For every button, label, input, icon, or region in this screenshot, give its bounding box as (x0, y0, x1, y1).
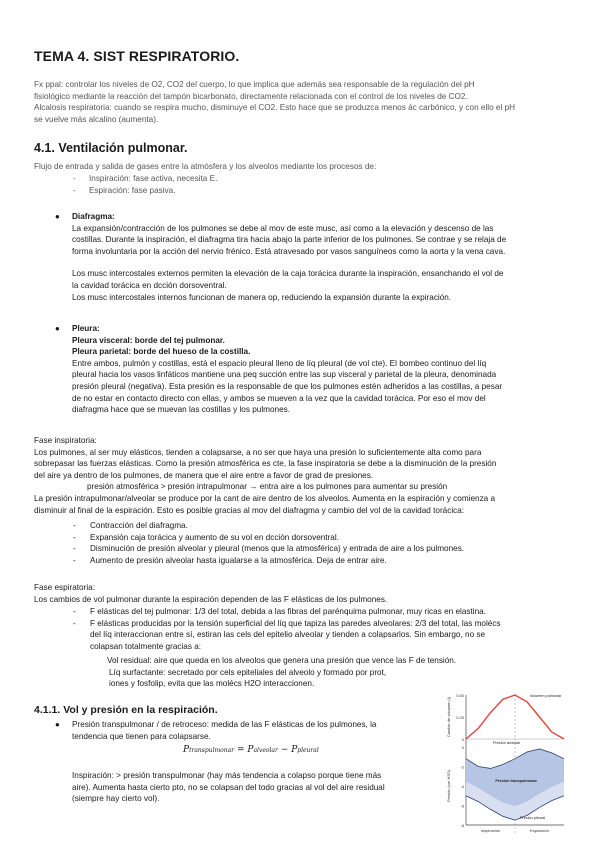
flujo-text: Flujo de entrada y salida de gases entre la atmósfera y los alveolos mediante los procesos de: (34, 162, 377, 171)
annotation-label: Presión transpulmonar (495, 779, 537, 783)
insp-line: aire). Aumenta hasta cierto pto, no se colapsan del todo gracias al vol del aire residual (72, 782, 385, 792)
list-item: - Inspiración: fase activa, necesita E. (73, 174, 218, 183)
page-title: TEMA 4. SIST RESPIRATORIO. (34, 48, 240, 64)
fase-insp-line: sobrepasar las fuerzas elásticas. Como la presión atmosférica es cte, la fase inspiratoria se debe a la disminución de la presión (34, 459, 497, 469)
surfactante-line: Líq surfactante: secretado por cels epiteliales del alveolo y formado por prot, (109, 667, 387, 677)
annotation-label: Presión alveolar (492, 741, 521, 745)
list-item-cont: colapsan totalmente gracias a: (90, 641, 202, 651)
diafragma-block (55, 211, 567, 303)
diafragma-line: forma involuntaria por la acción del nervio frénico. Está atravesado por vasos sanguíneos como la aorta y la vena cava. (72, 246, 506, 256)
bullet-icon: ● (55, 212, 60, 221)
transpulmonar-formula: Ptranspulmonar = Palveolar − Ppleural (183, 745, 319, 755)
y-tick-label: -4 (460, 784, 464, 789)
transpulmonar-block (55, 719, 442, 742)
fase-esp-title: Fase espiratoria: (34, 583, 95, 592)
insp-line: Inspiración: > presión transpulmonar (hay más tendencia a colapso porque tiene más (72, 771, 382, 780)
flujo-block (34, 161, 568, 173)
y-tick-label: -2 (460, 764, 464, 770)
intro-line: Fx ppal: controlar los niveles de O2, CO2 del cuerpo, lo que implica que además sea responsable de la regulación del pH (34, 80, 475, 89)
fase-insp-list (73, 520, 560, 566)
fase-insp-line: presión atmosférica > presión intrapulmonar → entra aire a los pulmones para aumentar su presión (87, 482, 448, 492)
annotation-label: Presión pleural (519, 816, 546, 820)
fase-esp-intro: Los cambios de vol pulmonar durante la espiración dependen de las F elásticas de los pulmones. (34, 594, 388, 604)
pleura-line: pleural hacia los vasos linfáticos mantiene una peq succión entre las sup visceral y parietal de la pleura, denominada (72, 370, 497, 380)
y-tick-label: 0.25 (456, 715, 464, 720)
list-item: - Aumento de presión alveolar hasta igualarse a la atmosférica. Deja de entrar aire. (73, 555, 387, 565)
list-item: - Contracción del diafragma. (73, 521, 188, 530)
transpulm-line: tendencia que tienen para colapsarse. (72, 731, 211, 741)
colapso-block (107, 655, 457, 690)
list-item-cont: del líq interaccionan entre sí, estiran las cels del epitelio alveolar y tienden a colapsarlos. Sin embargo, no se (90, 630, 486, 640)
procesos-list (73, 173, 559, 196)
fase-esp-list (73, 606, 566, 652)
fase-inspiratoria-block (34, 435, 568, 516)
fase-espiratoria-block (34, 582, 568, 605)
section-heading-4-1: 4.1. Ventilación pulmonar. (34, 141, 188, 155)
list-item: - F elásticas producidas por la tensión superficial del líq que tapiza las paredes alveolares: 2/3 del total, las molécs (73, 618, 501, 628)
section-heading-4-1-1: 4.1.1. Vol y presión en la respiración. (34, 704, 218, 716)
surfactante-line: iones y fosfolip, evita que las molécs H2O interaccionen. (109, 679, 315, 689)
pleura-line: diafragma hace que se muevan las costillas y los pulmones. (72, 405, 290, 415)
intercostales-line: la cavidad torácica en dcción dorsoventral. (72, 280, 227, 290)
pleura-line: de no estar en contacto directo con ellas, y ambos se mueven a la vez que la cavidad torácica. Por eso el mov del (72, 393, 486, 403)
y-tick-label: 0 (461, 745, 464, 750)
intro-line: Alcalosis respiratoria: cuando se respira mucho, disminuye el CO2. Esto hace que se produzca menos ác carbónico, y con ello el pH (34, 103, 516, 113)
fase-insp-line: La presión intrapulmonar/alveolar se produce por la cant de aire dentro de los alveolos. Aumenta en la espiración y comienza a (34, 493, 496, 503)
diafragma-line: La expansión/contracción de los pulmones se debe al mov de este musc, así como a la elevación y descenso de las (72, 223, 494, 233)
y-tick-label: -8 (460, 823, 464, 828)
diafragma-line: costillas. Durante la inspiración, el diafragma tira hacia abajo la parte inferior de los pulmones. Se contrae y se relaja de (72, 235, 507, 245)
y-tick-label: 0.50 (456, 693, 464, 698)
list-item: - Disminución de presión alveolar y pleural (menos que la atmosférica) y entrada de aire a los pulmones. (73, 544, 465, 554)
pleura-parietal: Pleura parietal: borde del hueso de la costilla. (72, 347, 251, 357)
pleura-title: ● Pleura: (55, 324, 100, 333)
intercostales-line: Los musc intercostales externos permiten la elevación de la caja torácica durante la inspiración, ensanchando el vol de (72, 269, 504, 279)
pleura-line: presión pleural (negativa). Esta presión es la responsable de que los pulmones estén adheridos a las costillas, a pesar (72, 381, 503, 391)
list-item: - Espiración: fase pasiva. (73, 185, 176, 195)
y-label-bottom: Presión (cm H2O) (446, 769, 451, 803)
x-section-label: Inspiración (480, 828, 501, 833)
list-item: - Expansión caja torácica y aumento de su vol en dcción dorsoventral. (73, 532, 339, 542)
fase-insp-line: disminuir al final de la espiración. Esto es posible gracias al mov del diafragma y cambio del vol de la cavidad torácica: (34, 505, 465, 515)
fase-insp-title: Fase inspiratoria: (34, 436, 97, 445)
intro-line: se vuelve más alcalino (aumenta). (34, 114, 159, 124)
bullet-icon: ● (55, 720, 60, 729)
fase-insp-line: del aire ya dentro de los pulmones, de manera que el aire entre a favor de grad de presiones. (34, 470, 374, 480)
transpulm-line: ● Presión transpulmonar / de retroceso: medida de las F elásticas de los pulmones, la (55, 720, 377, 729)
list-item: - F elásticas del tej pulmonar: 1/3 del total, debida a las fibras del parénquima pulmonar, muy ricas en elastina. (73, 607, 486, 616)
respiration-chart (444, 687, 568, 839)
x-section-label: Espiración (530, 828, 549, 833)
inspiracion-block (72, 770, 442, 805)
intro-block (34, 79, 568, 125)
intro-line: fisiológico mediante la reacción del tampón bicarbonato, directamente relacionada con el control de los niveles de CO2. (34, 91, 468, 101)
annotation-label: Volumen pulmonar (529, 694, 562, 698)
bullet-icon: ● (55, 324, 60, 333)
intercostales-line: Los musc intercostales internos funcionan de manera op, reduciendo la expansión durante la expiración. (72, 292, 452, 302)
y-label-top: Cambio de volumen (l) (446, 696, 451, 738)
pleura-line: Entre ambos, pulmón y costillas, está el espacio pleural lleno de líq pleural (de vol cte). El bombeo continuo del líq (72, 358, 487, 368)
y-tick-label: -6 (460, 803, 464, 809)
insp-line: (siempre hay cierto vol). (72, 794, 160, 804)
fase-insp-line: Los pulmones, al ser muy elásticos, tienden a colapsarse, a no ser que haya una presión lo suficientemente alta como para (34, 447, 482, 457)
vol-residual: Vol residual: aire que queda en los alveolos que genera una presión que vence las F de tensión. (107, 656, 457, 665)
diafragma-title: ● Diafragma: (55, 212, 115, 221)
pleura-visceral: Pleura visceral: borde del tej pulmonar. (72, 335, 225, 345)
y-tick-label: 0 (461, 737, 464, 742)
pleura-block (55, 323, 567, 416)
